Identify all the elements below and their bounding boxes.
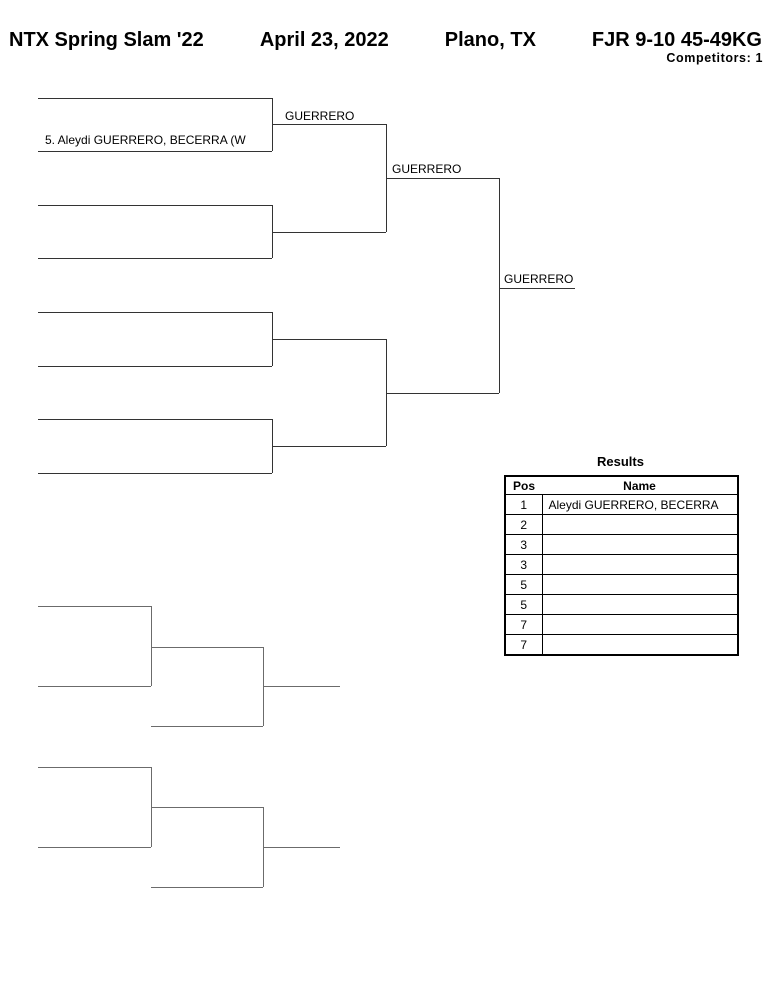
results-row bbox=[505, 575, 738, 595]
result-name bbox=[542, 575, 738, 595]
bracket-line bbox=[38, 205, 272, 206]
bracket-line bbox=[38, 312, 272, 313]
result-name bbox=[542, 635, 738, 656]
results-table bbox=[504, 475, 739, 656]
result-pos: 5 bbox=[505, 575, 542, 595]
bracket-line bbox=[38, 366, 272, 367]
consolation-line bbox=[151, 726, 263, 727]
consolation-line bbox=[151, 807, 263, 808]
competitors-count: Competitors: 1 bbox=[666, 51, 763, 65]
title-division: FJR 9-10 45-49KG bbox=[591, 29, 762, 51]
title-event-location: Plano, TX bbox=[444, 29, 536, 51]
result-pos: 7 bbox=[505, 615, 542, 635]
results-row bbox=[505, 515, 738, 535]
consolation-line bbox=[38, 606, 151, 607]
results-col-name: Name bbox=[542, 476, 738, 495]
consolation-line bbox=[263, 847, 340, 848]
bracket-line bbox=[38, 98, 272, 99]
result-name bbox=[542, 535, 738, 555]
bracket-line bbox=[272, 339, 386, 340]
results-row bbox=[505, 495, 738, 515]
consolation-line bbox=[38, 767, 151, 768]
consolation-line bbox=[263, 686, 340, 687]
bracket-line bbox=[272, 232, 386, 233]
bracket-line bbox=[38, 151, 272, 152]
bracket-line bbox=[38, 473, 272, 474]
round2-winner-label: GUERRERO bbox=[285, 109, 355, 123]
result-name bbox=[542, 595, 738, 615]
consolation-line bbox=[151, 647, 263, 648]
bracket-line bbox=[386, 393, 499, 394]
result-name bbox=[542, 615, 738, 635]
consolation-line bbox=[38, 686, 151, 687]
results-row bbox=[505, 555, 738, 575]
consolation-line bbox=[38, 847, 151, 848]
result-pos: 5 bbox=[505, 595, 542, 615]
bracket-line bbox=[386, 178, 499, 179]
result-pos: 3 bbox=[505, 555, 542, 575]
seed-entry: 5. Aleydi GUERRERO, BECERRA (W bbox=[45, 133, 246, 147]
title-event-name: NTX Spring Slam '22 bbox=[9, 29, 204, 51]
consolation-line bbox=[151, 887, 263, 888]
results-title: Results bbox=[597, 454, 644, 469]
results-row bbox=[505, 635, 738, 656]
bracket-line bbox=[499, 178, 500, 393]
results-header-row bbox=[505, 476, 738, 495]
bracket-line bbox=[272, 446, 386, 447]
results-row bbox=[505, 595, 738, 615]
results-row bbox=[505, 615, 738, 635]
bracket-line bbox=[272, 124, 386, 125]
champion-label: GUERRERO bbox=[504, 272, 574, 286]
result-name: Aleydi GUERRERO, BECERRA bbox=[542, 495, 738, 515]
results-row bbox=[505, 535, 738, 555]
champion-line bbox=[499, 288, 575, 289]
semifinal-winner-label: GUERRERO bbox=[392, 162, 462, 176]
result-pos: 1 bbox=[505, 495, 542, 515]
result-name bbox=[542, 555, 738, 575]
result-name bbox=[542, 515, 738, 535]
result-pos: 3 bbox=[505, 535, 542, 555]
results-panel bbox=[504, 454, 737, 656]
page-title bbox=[9, 29, 762, 52]
bracket-line bbox=[38, 258, 272, 259]
consolation-line bbox=[151, 606, 152, 686]
title-event-date: April 23, 2022 bbox=[259, 29, 389, 51]
result-pos: 7 bbox=[505, 635, 542, 656]
result-pos: 2 bbox=[505, 515, 542, 535]
bracket-line bbox=[38, 419, 272, 420]
results-col-pos: Pos bbox=[505, 476, 542, 495]
